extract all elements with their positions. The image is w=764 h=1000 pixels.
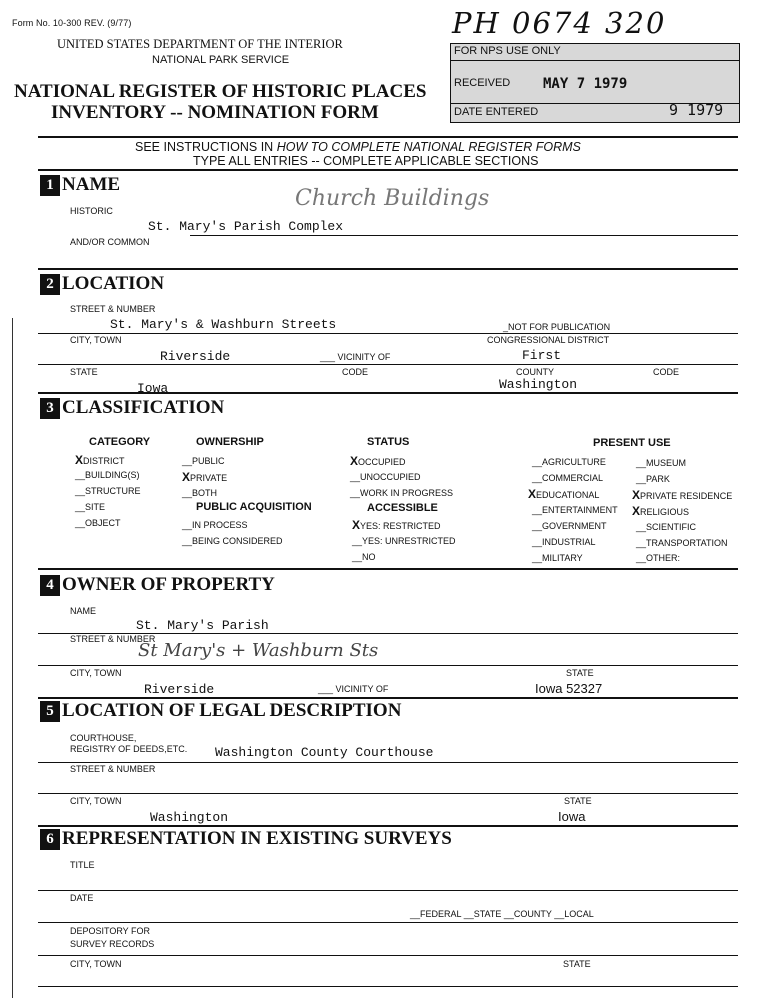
public-acquisition-heading: PUBLIC ACQUISITION xyxy=(196,501,312,513)
congressional-district-label: CONGRESSIONAL DISTRICT xyxy=(487,335,610,345)
state-value: Iowa xyxy=(137,381,169,392)
service-name: NATIONAL PARK SERVICE xyxy=(152,54,290,66)
owner-street-label: STREET & NUMBER xyxy=(70,634,156,644)
street-number-label: STREET & NUMBER xyxy=(70,304,156,314)
use-other[interactable]: __OTHER: xyxy=(636,553,681,563)
historic-name-value: St. Mary's Parish Complex xyxy=(148,219,344,234)
accessible-no[interactable]: __NO xyxy=(352,552,376,562)
owner-street-handwritten: St Mary's + Washburn Sts xyxy=(138,640,379,661)
owner-state-label: STATE xyxy=(566,668,594,678)
date-entered-label: DATE ENTERED xyxy=(454,106,539,118)
form-title-line1: NATIONAL REGISTER OF HISTORIC PLACES xyxy=(14,81,427,102)
instructions-line1: SEE INSTRUCTIONS IN HOW TO COMPLETE NATIONAL REGISTER FORMS xyxy=(135,140,581,154)
accessible-heading: ACCESSIBLE xyxy=(367,502,438,514)
use-park[interactable]: __PARK xyxy=(636,474,670,484)
survey-date-label: DATE xyxy=(70,893,94,903)
owner-city-value: Riverside xyxy=(144,682,215,697)
accessible-yes-unrestricted[interactable]: __YES: UNRESTRICTED xyxy=(352,536,456,546)
category-heading: CATEGORY xyxy=(89,436,151,448)
county-label: COUNTY xyxy=(516,367,554,377)
use-religious[interactable]: XRELIGIOUS xyxy=(632,504,690,518)
owner-state-value: Iowa 52327 xyxy=(535,681,603,696)
use-museum[interactable]: __MUSEUM xyxy=(636,458,687,468)
status-occupied[interactable]: XOCCUPIED xyxy=(350,454,406,468)
city-town-label: CITY, TOWN xyxy=(70,335,122,345)
ownership-private[interactable]: XPRIVATE xyxy=(182,470,228,484)
present-use-heading: PRESENT USE xyxy=(593,437,671,449)
survey-state-label: STATE xyxy=(563,959,591,969)
department-name: UNITED STATES DEPARTMENT OF THE INTERIOR xyxy=(57,37,343,51)
historic-label: HISTORIC xyxy=(70,206,113,216)
status-heading: STATUS xyxy=(367,436,410,448)
nps-box-title: FOR NPS USE ONLY xyxy=(454,45,561,57)
category-structure[interactable]: __STRUCTURE xyxy=(75,486,141,496)
legal-city-label: CITY, TOWN xyxy=(70,796,122,806)
congressional-district-value: First xyxy=(522,348,562,363)
ownership-public[interactable]: __PUBLIC xyxy=(182,456,225,466)
courthouse-value: Washington County Courthouse xyxy=(215,745,434,760)
category-district[interactable]: XDISTRICT xyxy=(75,453,125,467)
handwritten-reference-number: PH 0674 320 xyxy=(452,6,667,40)
section-3-heading: 3 CLASSIFICATION xyxy=(40,397,224,419)
use-educational[interactable]: XEDUCATIONAL xyxy=(528,487,600,501)
received-stamp: MAY 7 1979 xyxy=(543,76,628,92)
ownership-both[interactable]: __BOTH xyxy=(182,488,218,498)
received-label: RECEIVED xyxy=(454,77,511,89)
acquisition-in-process[interactable]: __IN PROCESS xyxy=(182,520,248,530)
legal-state-value: Iowa xyxy=(558,809,586,824)
survey-title-label: TITLE xyxy=(70,860,95,870)
code2-label: CODE xyxy=(653,367,680,377)
status-work-in-progress[interactable]: __WORK IN PROGRESS xyxy=(350,488,454,498)
use-military[interactable]: __MILITARY xyxy=(532,553,583,563)
ownership-heading: OWNERSHIP xyxy=(196,436,264,448)
section-1-heading: 1 NAME xyxy=(40,174,120,196)
date-entered-stamp: 9 1979 xyxy=(669,101,724,119)
use-private-residence[interactable]: XPRIVATE RESIDENCE xyxy=(632,488,733,502)
use-industrial[interactable]: __INDUSTRIAL xyxy=(532,537,596,547)
use-scientific[interactable]: __SCIENTIFIC xyxy=(636,522,697,532)
section-5-heading: 5 LOCATION OF LEGAL DESCRIPTION xyxy=(40,700,401,722)
owner-name-label: NAME xyxy=(70,606,97,616)
courthouse-label: COURTHOUSE, xyxy=(70,733,137,743)
scan-edge xyxy=(12,318,13,998)
survey-records-label: SURVEY RECORDS xyxy=(70,939,155,949)
legal-street-label: STREET & NUMBER xyxy=(70,764,156,774)
form-title-line2: INVENTORY -- NOMINATION FORM xyxy=(51,102,379,123)
use-agriculture[interactable]: __AGRICULTURE xyxy=(532,457,606,467)
vicinity-label: ___ VICINITY OF xyxy=(320,352,391,362)
form-number: Form No. 10-300 REV. (9/77) xyxy=(12,18,132,28)
common-name-label: AND/OR COMMON xyxy=(70,237,150,247)
legal-state-label: STATE xyxy=(564,796,592,806)
county-value: Washington xyxy=(499,377,578,392)
owner-city-label: CITY, TOWN xyxy=(70,668,122,678)
registry-label: REGISTRY OF DEEDS,ETC. xyxy=(70,744,188,754)
owner-vicinity-label: ___ VICINITY OF xyxy=(318,684,389,694)
use-transportation[interactable]: __TRANSPORTATION xyxy=(636,538,728,548)
survey-levels[interactable]: __FEDERAL __STATE __COUNTY __LOCAL xyxy=(410,909,594,919)
use-government[interactable]: __GOVERNMENT xyxy=(532,521,607,531)
state-label: STATE xyxy=(70,367,98,377)
historic-handwritten: Church Buildings xyxy=(295,186,490,211)
section-2-heading: 2 LOCATION xyxy=(40,273,164,295)
code-label: CODE xyxy=(342,367,369,377)
category-site[interactable]: __SITE xyxy=(75,502,106,512)
use-commercial[interactable]: __COMMERCIAL xyxy=(532,473,604,483)
owner-name-value: St. Mary's Parish xyxy=(136,618,269,633)
use-entertainment[interactable]: __ENTERTAINMENT xyxy=(532,505,618,515)
nps-use-only-box xyxy=(450,43,740,123)
acquisition-being-considered[interactable]: __BEING CONSIDERED xyxy=(182,536,283,546)
legal-city-value: Washington xyxy=(150,810,229,824)
instructions-line2: TYPE ALL ENTRIES -- COMPLETE APPLICABLE SECTIONS xyxy=(193,154,539,168)
city-value: Riverside xyxy=(160,349,231,364)
category-buildings[interactable]: __BUILDING(S) xyxy=(75,470,140,480)
not-for-publication-label: _NOT FOR PUBLICATION xyxy=(503,322,611,332)
street-value: St. Mary's & Washburn Streets xyxy=(110,317,337,332)
survey-city-label: CITY, TOWN xyxy=(70,959,122,969)
status-unoccupied[interactable]: __UNOCCUPIED xyxy=(350,472,421,482)
section-6-heading: 6 REPRESENTATION IN EXISTING SURVEYS xyxy=(40,828,452,850)
section-4-heading: 4 OWNER OF PROPERTY xyxy=(40,574,275,596)
category-object[interactable]: __OBJECT xyxy=(75,518,121,528)
accessible-yes-restricted[interactable]: XYES: RESTRICTED xyxy=(352,518,441,532)
depository-label: DEPOSITORY FOR xyxy=(70,926,151,936)
